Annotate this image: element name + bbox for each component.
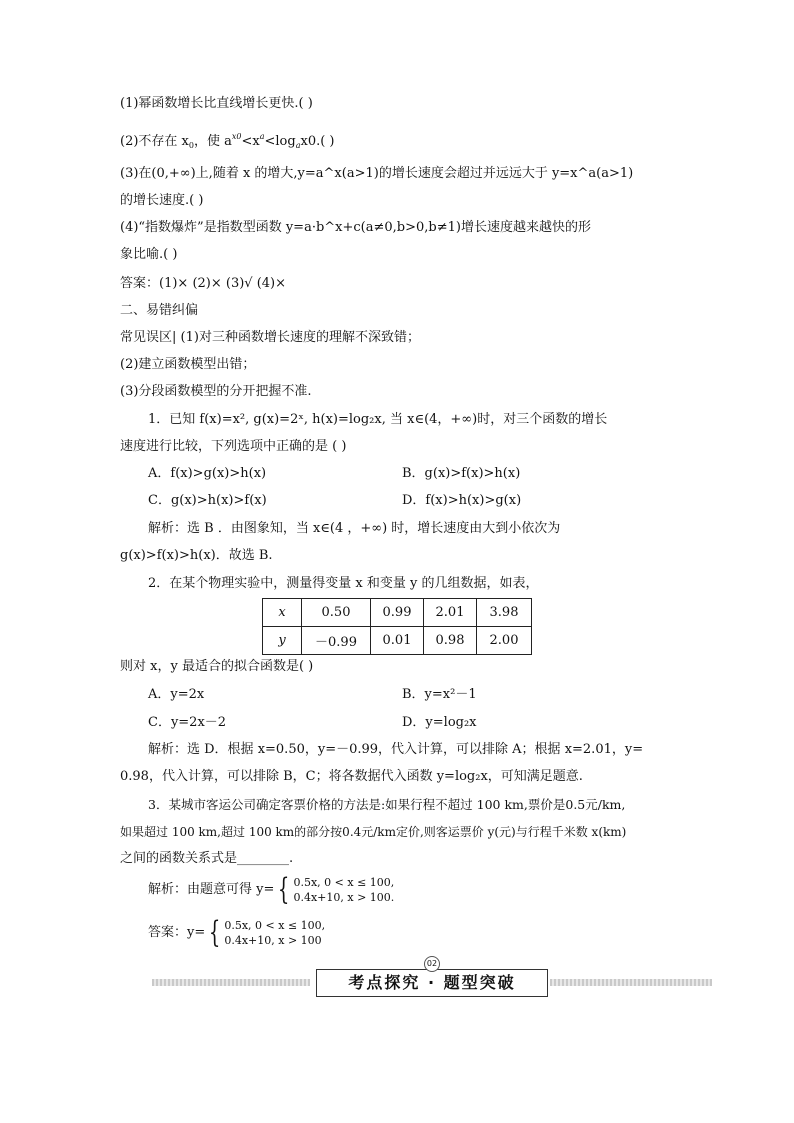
judge-item-2-end: x0.( )	[300, 134, 335, 149]
table-cell: 0.01	[371, 627, 424, 655]
banner-badge: 02	[424, 956, 440, 972]
piecewise-case: 0.5x, 0 < x ≤ 100,	[224, 918, 326, 932]
judge-item-1: (1)幂函数增长比直线增长更快.( )	[120, 96, 313, 111]
table-cell: x	[263, 599, 302, 627]
judge-item-4-line1: (4)“指数爆炸”是指数型函数 y=a·b^x+c(a≠0,b>0,b≠1)增长速度越来越快的形	[120, 220, 591, 235]
problem2-analysis-line1: 解析：选 D．根据 x=0.50，y=－0.99，代入计算，可以排除 A；根据 x=2.01，y=	[148, 742, 644, 757]
left-brace-icon: {	[209, 914, 221, 950]
common-error-item: (3)分段函数模型的分开把握不准.	[120, 384, 312, 399]
section-banner	[152, 959, 712, 1000]
problem2-option-b: B．y=x²－1	[402, 687, 477, 702]
problem2-stem: 2．在某个物理实验中，测量得变量 x 和变量 y 的几组数据，如表，	[148, 576, 539, 591]
problem3-analysis	[148, 871, 395, 907]
banner-band-right	[550, 979, 712, 986]
problem2-option-c: C．y=2x－2	[148, 715, 227, 730]
problem2-analysis-line2: 0.98，代入计算，可以排除 B，C；将各数据代入函数 y=log₂x，可知满足题意.	[120, 769, 583, 784]
piecewise-case: 0.5x, 0 < x ≤ 100,	[293, 875, 395, 889]
piecewise-cases	[293, 875, 394, 905]
problem1-option-a: A．f(x)>g(x)>h(x)	[148, 466, 267, 481]
left-brace-icon: {	[278, 871, 290, 907]
table-cell: 0.98	[424, 627, 477, 655]
judge-item-2	[120, 128, 335, 155]
judge-item-3-line1: (3)在(0,+∞)上,随着 x 的增大,y=a^x(a>1)的增长速度会超过并远远大于 y=x^a(a>1)	[120, 166, 634, 181]
problem3-answer	[148, 914, 326, 950]
table-cell: y	[263, 627, 302, 655]
judge-item-4-line2: 象比喻.( )	[120, 247, 178, 262]
table-cell: 2.01	[424, 599, 477, 627]
table-cell: 3.98	[477, 599, 532, 627]
problem1-stem-line1: 1．已知 f(x)=x², g(x)=2ˣ, h(x)=log₂x, 当 x∈(4，+∞)时，对三个函数的增长	[148, 412, 608, 427]
problem1-analysis-line2: g(x)>f(x)>h(x)．故选 B.	[120, 548, 273, 563]
section-title: 二、易错纠偏	[120, 303, 199, 318]
subscript: a	[295, 141, 301, 150]
piecewise-case: 0.4x+10, x > 100.	[293, 890, 395, 904]
problem3-stem-line3: 之间的函数关系式是________.	[120, 851, 294, 866]
judge-item-2-mid: ，使 a	[193, 134, 232, 149]
table-cell: －0.99	[302, 627, 371, 655]
common-error-item: (2)建立函数模型出错；	[120, 357, 256, 372]
piecewise-case: 0.4x+10, x > 100	[224, 933, 322, 947]
common-errors-line1	[120, 329, 420, 347]
superscript: x0	[231, 132, 242, 141]
problem1-option-c: C．g(x)>h(x)>f(x)	[148, 493, 267, 508]
judge-item-2-log: <log	[264, 134, 296, 149]
judge-item-3-line2: 的增长速度.( )	[120, 193, 204, 208]
problem2-option-a: A．y=2x	[148, 687, 205, 702]
common-error-item: (1)对三种函数增长速度的理解不深致错；	[180, 330, 420, 345]
judge-item-2-ineq: <x	[241, 134, 260, 149]
answer-label: 答案：y=	[148, 925, 206, 940]
banner-title: 考点探究 · 题型突破	[316, 969, 548, 997]
table-cell: 0.50	[302, 599, 371, 627]
answer-1: 答案：(1)× (2)× (3)√ (4)×	[120, 276, 287, 291]
banner-band-left	[152, 979, 310, 986]
problem3-stem-line1: 3．某城市客运公司确定客票价格的方法是:如果行程不超过 100 km,票价是0.5元/km,	[148, 797, 626, 812]
problem1-stem-line2: 速度进行比较，下列选项中正确的是 ( )	[120, 439, 347, 454]
table-cell: 0.99	[371, 599, 424, 627]
data-table	[262, 598, 532, 655]
judge-item-2-pre: (2)不存在 x	[120, 134, 189, 149]
analysis-label: 解析：由题意可得 y=	[148, 882, 275, 897]
superscript: a	[259, 132, 265, 141]
problem2-question: 则对 x，y 最适合的拟合函数是( )	[120, 659, 314, 674]
table-row	[263, 599, 532, 627]
problem3-stem-line2: 如果超过 100 km,超过 100 km的部分按0.4元/km定价,则客运票价 y(元)与行程千米数 x(km)	[120, 825, 627, 839]
problem1-analysis-line1: 解析：选 B ．由图象知，当 x∈(4 ，+∞) 时，增长速度由大到小依次为	[148, 521, 561, 536]
table-row	[263, 627, 532, 655]
problem2-option-d: D．y=log₂x	[402, 715, 477, 730]
subscript: 0	[188, 141, 194, 150]
piecewise-cases	[224, 918, 325, 948]
problem1-option-d: D．f(x)>h(x)>g(x)	[402, 493, 522, 508]
common-errors-label: 常见误区|	[120, 330, 177, 345]
problem1-option-b: B．g(x)>f(x)>h(x)	[402, 466, 521, 481]
table-cell: 2.00	[477, 627, 532, 655]
